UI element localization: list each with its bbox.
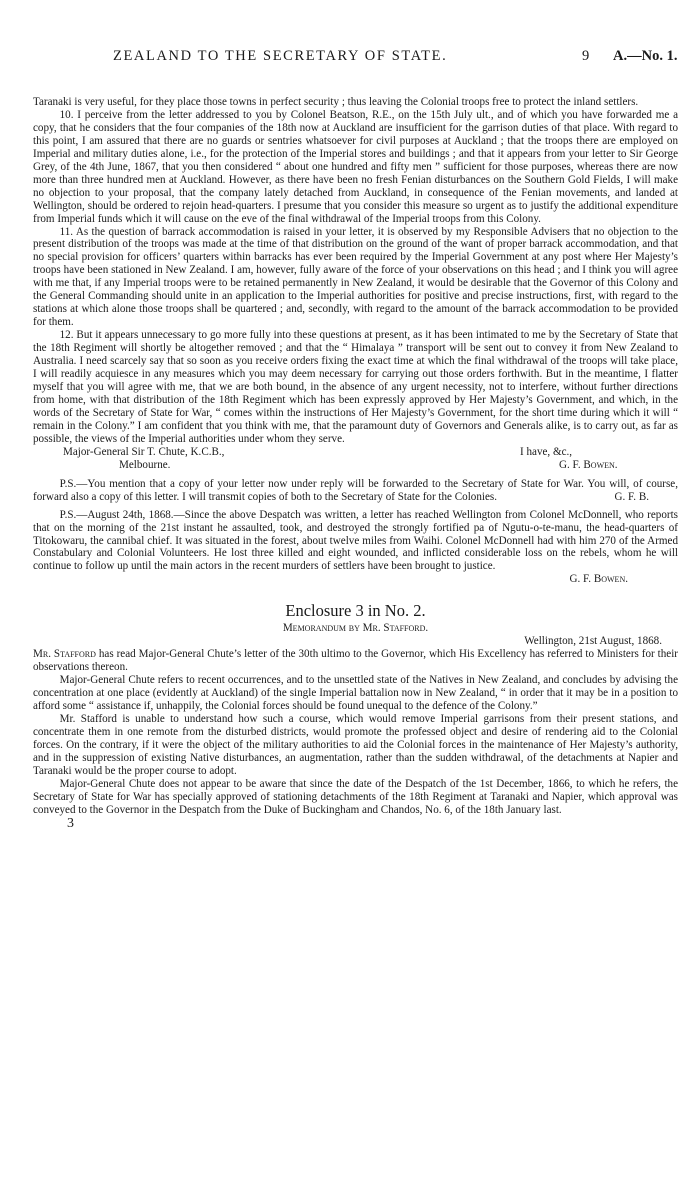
paragraph-10: 10. I perceive from the letter addressed to you by Colonel Beatson, R.E., on the 15th July ult., and of which you have forwarded me a copy, that he considers that the four companies of the 18th now at Auckland are insufficient for the garrison duties of that place. With regard to this point, I am assured that there are no guards or sentries whatsoever for civil purposes at Auckland ; that the troops there are employed on Imperial and military duties alone, i.e., for the protection of the Imperial stores and buildings ; and that it appears from your letter to Sir George Grey, of the 4th June, 1867, that you then considered “ about one hundred and fifty men ” sufficient for those purposes, whereas there are now more than three hundred men at Auckland. However, as there have been no fresh Fenian disturbances on the Southern Gold Fields, I will make no objection to your proposal, that the company lately detached from Auckland, in consequence of the Fenian movements, and landed at Wellington, should be ordered to rejoin head-quarters. I presume that you consider this measure so urgent as to justify the additional expenditure from Imperial funds which it will cause on the eve of the final withdrawal of the Imperial troops from this Colony. (33, 108, 678, 225)
memo-paragraph-1 (33, 648, 678, 674)
postscript-1-signature: G. F. B. (614, 490, 649, 503)
signature: G. F. Bowen. (559, 458, 618, 471)
document-id: A.—No. 1. (613, 48, 678, 64)
memo-paragraph-2: Major-General Chute refers to recent occurrences, and to the unsettled state of the Natives in New Zealand, and concludes by advising the concentration at one place (evidently at Auckland) of the single Imperial battalion now in New Zealand, “ in order that it may be in a position to afford some “ assistance if, unhappily, the Colonial forces should be found unequal to the defence of the Colony.” (33, 674, 678, 713)
addressee: Major-General Sir T. Chute, K.C.B., (63, 445, 225, 458)
running-header (33, 48, 678, 68)
paragraph-11: 11. As the question of barrack accommodation is raised in your letter, it is observed by my Responsible Advisers that no objection to the present distribution of the troops was made at the time of that distribution on the ground of the want of proper barrack accommodation, and that no special provision for officers’ quarters within barracks has ever been required by the Imperial Government at any post where Her Majesty’s troops have been stationed in New Zealand. I am, however, fully aware of the force of your observations on this head ; and I think you will agree with me that, if any Imperial troops were to be retained permanently in New Zealand, it would be desirable that the Governor of this Colony and the General Commanding should unite in an application to the Imperial authorities for positive and precise instructions, first, with regard to the stations at which alone those troops shall be quartered ; and, secondly, with regard to the amount of the barrack accommodation to be provided for them. (33, 225, 678, 329)
paragraph-intro: Taranaki is very useful, for they place those towns in perfect security ; thus leaving the Colonial troops free to protect the inland settlers. (33, 96, 639, 108)
running-title: ZEALAND TO THE SECRETARY OF STATE. (113, 48, 448, 64)
page-number: 9 (582, 48, 590, 64)
memo-paragraph-4: Major-General Chute does not appear to be aware that since the date of the Despatch of the 1st December, 1866, to which he refers, the Secretary of State for War has specially approved of stationing detachments of the 18th Regiment at Taranaki and Napier, which approval was conveyed to the Governor in the Despatch from the Duke of Buckingham and Chandos, No. 6, of the 18th January last. (33, 777, 678, 816)
postscript-1: P.S.—You mention that a copy of your letter now under reply will be forwarded to the Secretary of State for War. You will, of course, forward also a copy of this letter. I will transmit copies of both to the Secretary of State for the Colonies. (33, 477, 678, 503)
memo-author: Mr. Stafford (33, 648, 96, 661)
enclosure-title: Enclosure 3 in No. 2. (285, 601, 426, 621)
closing-row-2 (33, 459, 678, 472)
memorandum-dateline: Wellington, 21st August, 1868. (524, 635, 662, 648)
body-text (33, 96, 678, 831)
closing-row-1 (33, 446, 678, 459)
postscript-2-signature: G. F. Bowen. (569, 573, 628, 586)
paragraph-12: 12. But it appears unnecessary to go more fully into these questions at present, as it has been intimated to me by the Secretary of State that the 18th Regiment will shortly be altogether removed ; and that the “ Himalaya ” transport will be sent out to convey it from New Zealand to Australia. I need scarcely say that so soon as you receive orders fixing the exact time at which the final withdrawal of the troops will take place, I will readily acquiesce in any measures which you may deem necessary for carrying out those orders forthwith. But in the meantime, I flatter myself that you will agree with me, that we are both bound, in the absence of any urgent necessity, not to interfere, without further directions from home, with that distribution of the 18th Regiment which has been expressly approved by Her Majesty’s Government, and which, in the words of the Secretary of State for War, “ comes within the instructions of Her Majesty’s Government, for the short time during which it will “ remain in the Colony.” I am confident that you think with me, that the paramount duty of Governors and Generals alike, is to carry out, as far as possible, the views of the Imperial authorities under whom they serve. (33, 329, 678, 445)
addressee-place: Melbourne. (119, 458, 171, 471)
postscript-2: P.S.—August 24th, 1868.—Since the above Despatch was written, a letter has reached Wellington from Colonel McDonnell, who reports that on the morning of the 21st instant he assaulted, took, and destroyed the strongly fortified pa of Ngutu-o-te-manu, the head-quarters of Titokowaru, the cannibal chief. It was situated in the forest, about twelve miles from Waihi. Colonel McDonnell had with him 270 of the Armed Constabulary and Colonial Volunteers. He lost three killed and eight wounded, and inflicted considerable loss on the rebels, whom he will continue to follow up until the main actors in the recent murders of settlers have been brought to justice. (33, 508, 678, 573)
memo-paragraph-3: Mr. Stafford is unable to understand how such a course, which would remove Imperial garrisons from their present stations, and concentrate them in one remote from the disturbed districts, would promote the professed object and desire of rendering aid to the Colonial forces. On the contrary, if it were the object of the military authorities to aid the Colonial forces in the maintenance of Her Majesty’s authority, and in the suppression of existing Native disturbances, an augmentation, rather than the sudden withdrawal, of the detachments at Napier and Taranaki would be the proper course to adopt. (33, 713, 678, 777)
closing-phrase: I have, &c., (520, 445, 573, 458)
sheet-mark: 3 (67, 815, 74, 831)
memorandum-title: Memorandum by Mr. Stafford. (282, 622, 429, 635)
memo-paragraph-1-text: has read Major-General Chute’s letter of the 30th ultimo to the Governor, which His Excellency has referred to Ministers for their observations thereon. (33, 648, 678, 674)
